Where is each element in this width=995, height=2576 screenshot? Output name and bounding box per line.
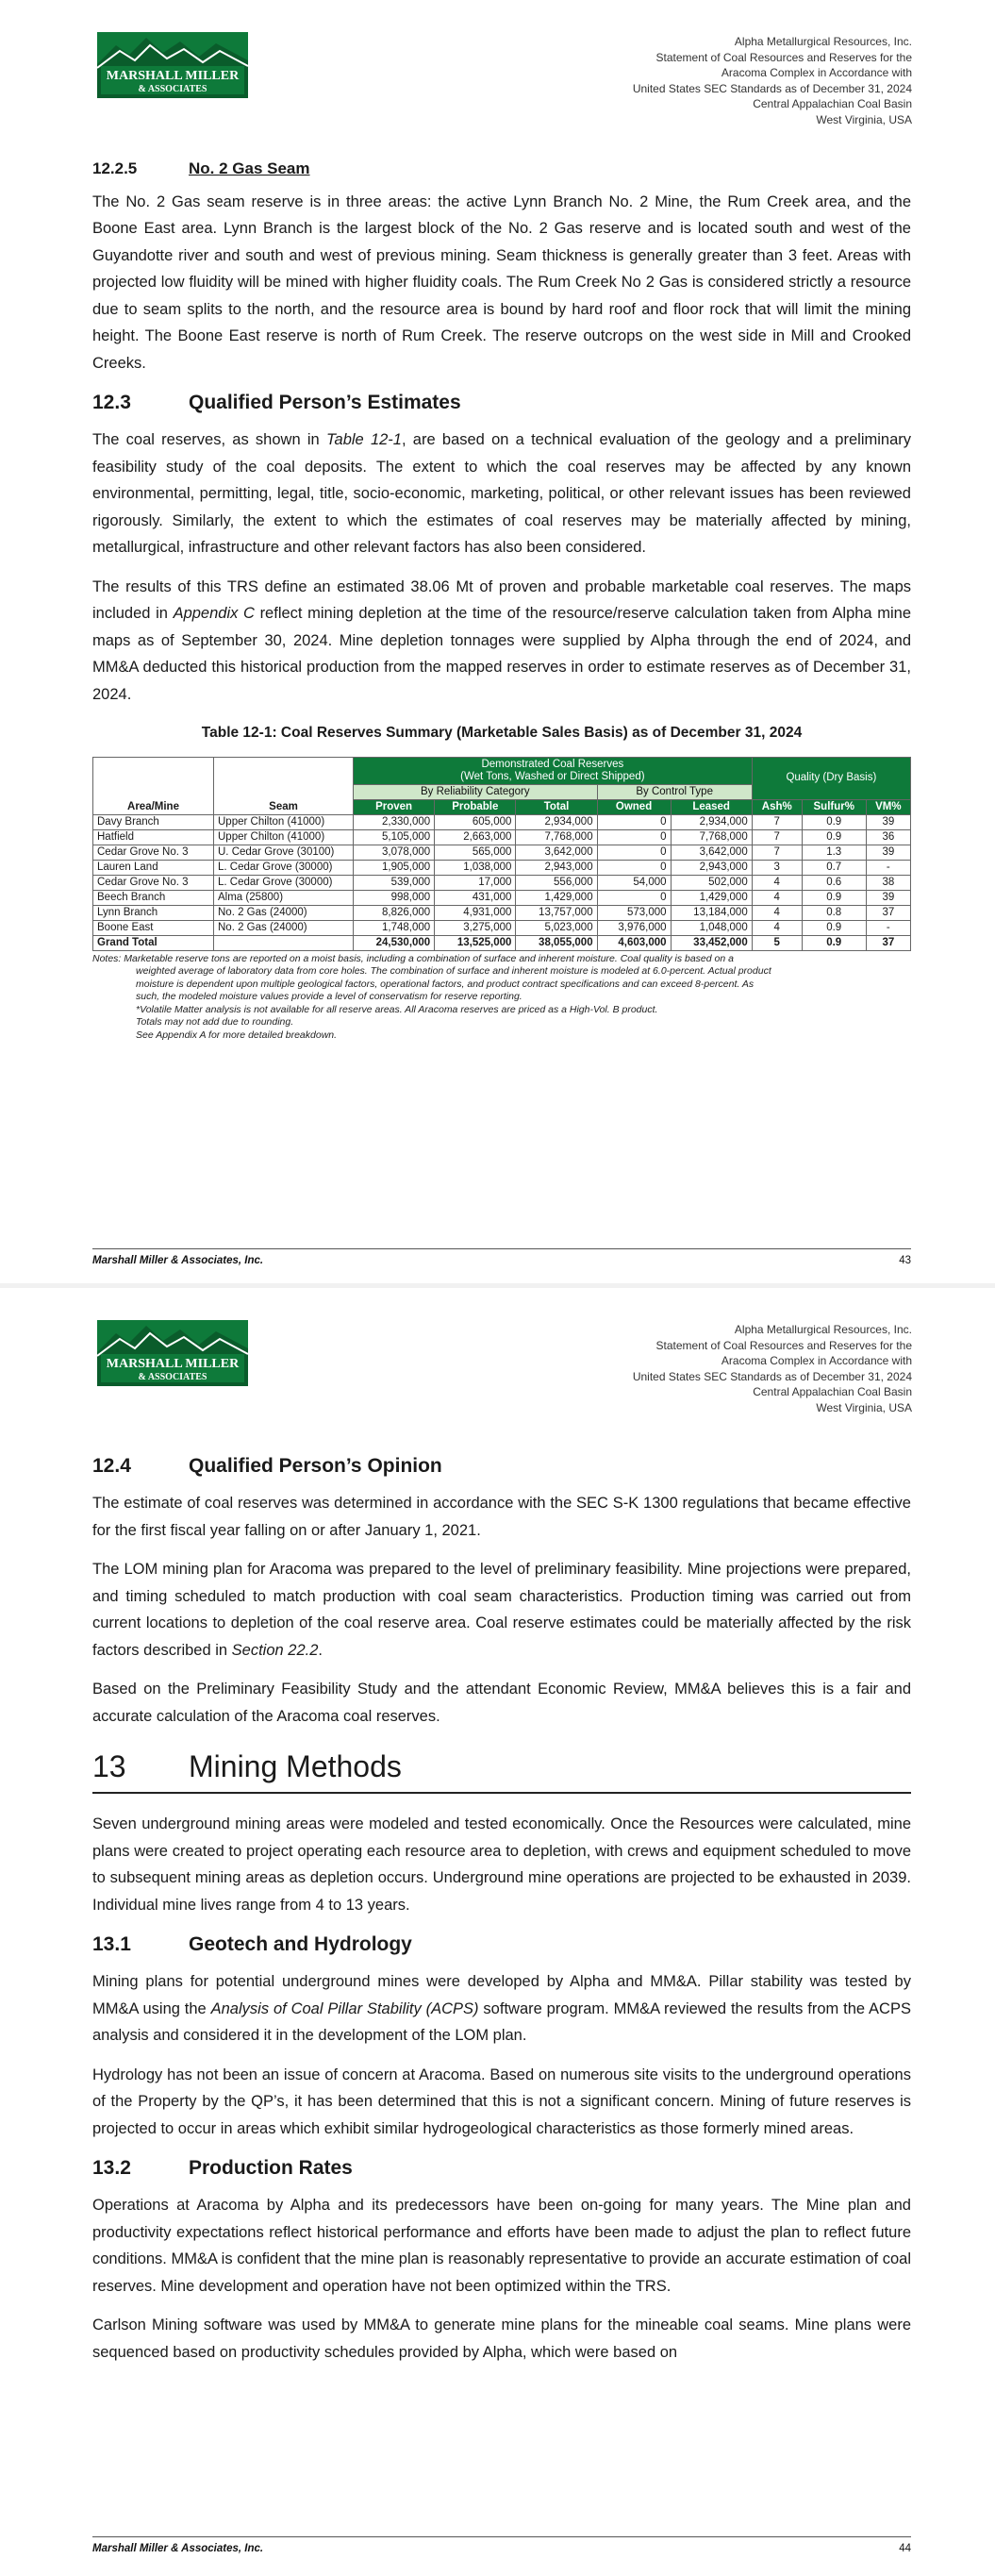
table-cell: 1,038,000 xyxy=(435,860,516,875)
table-cell: U. Cedar Grove (30100) xyxy=(214,845,354,860)
svg-text:& ASSOCIATES: & ASSOCIATES xyxy=(138,84,207,94)
table-cell: 0 xyxy=(597,860,671,875)
chapter-heading-13: 13 Mining Methods xyxy=(92,1747,911,1794)
table-row xyxy=(93,905,911,920)
table-cell: 3,078,000 xyxy=(354,845,435,860)
table-cell: Lauren Land xyxy=(93,860,214,875)
paragraph: Operations at Aracoma by Alpha and its predecessors have been on-going for many years. The Mine plan and productivity expectations reflect historical performance and efforts have been made to adjust the plan to reflect future conditions. MM&A is confident that the mine plan is reasonably representative to provide an accurate estimation of coal reserves. Mine development and operation have not been optimized within the TRS. xyxy=(92,2197,911,2295)
document-header: Alpha Metallurgical Resources, Inc. Statement of Coal Resources and Reserves for the Aracoma Complex in Accordance with United States SEC Standards as of December 31, 2024 Central Appalachian Coal Basin West Virginia, USA xyxy=(632,1323,912,1414)
table-cell: No. 2 Gas (24000) xyxy=(214,905,354,920)
section-heading-12-2-5: 12.2.5 No. 2 Gas Seam xyxy=(92,159,310,177)
page-43-body xyxy=(92,156,911,1042)
table-cell: 0.9 xyxy=(802,814,866,829)
table-cell: Beech Branch xyxy=(93,890,214,905)
table-cell: 2,943,000 xyxy=(671,860,752,875)
table-total-row: Grand Total 24,530,000 13,525,000 38,055,000 4,603,000 33,452,000 5 0.9 37 xyxy=(93,935,911,950)
table-cell: 5,023,000 xyxy=(516,920,597,935)
table-cell: 3,642,000 xyxy=(516,845,597,860)
table-cell: 0.9 xyxy=(802,829,866,845)
table-cell: 4,931,000 xyxy=(435,905,516,920)
paragraph: Mining plans for potential underground mines were developed by Alpha and MM&A. Pillar stability was tested by MM&A using the Analysis of Coal Pillar Stability (ACPS) software program. MM&A reviewed the results from the ACPS analysis and considered it in the development of the LOM plan. xyxy=(92,1973,911,2044)
page-number: 44 xyxy=(899,2543,911,2554)
table-cell: 38 xyxy=(866,875,910,890)
table-cell: 2,934,000 xyxy=(671,814,752,829)
table-cell: 13,184,000 xyxy=(671,905,752,920)
table-cell: L. Cedar Grove (30000) xyxy=(214,860,354,875)
table-cell: 3,976,000 xyxy=(597,920,671,935)
table-row xyxy=(93,814,911,829)
table-cell: 556,000 xyxy=(516,875,597,890)
table-cell: 3,275,000 xyxy=(435,920,516,935)
table-cell: 1,905,000 xyxy=(354,860,435,875)
table-cell: 2,330,000 xyxy=(354,814,435,829)
table-cell: 605,000 xyxy=(435,814,516,829)
table-cell: 4 xyxy=(752,890,802,905)
table-cell: 13,757,000 xyxy=(516,905,597,920)
table-cell: Cedar Grove No. 3 xyxy=(93,845,214,860)
page-footer: Marshall Miller & Associates, Inc. 44 xyxy=(92,2536,911,2554)
table-cell: 1,429,000 xyxy=(671,890,752,905)
table-cell: 7,768,000 xyxy=(671,829,752,845)
section-heading-12-3: 12.3 Qualified Person’s Estimates xyxy=(92,392,461,413)
table-cell: Upper Chilton (41000) xyxy=(214,814,354,829)
table-cell: 54,000 xyxy=(597,875,671,890)
table-cell: - xyxy=(866,860,910,875)
table-cell: 36 xyxy=(866,829,910,845)
table-row xyxy=(93,829,911,845)
table-cell: 0 xyxy=(597,814,671,829)
table-cell: 4 xyxy=(752,875,802,890)
document-header: Alpha Metallurgical Resources, Inc. Statement of Coal Resources and Reserves for the Aracoma Complex in Accordance with United States SEC Standards as of December 31, 2024 Central Appalachian Coal Basin West Virginia, USA xyxy=(632,35,912,126)
table-cell: 0 xyxy=(597,890,671,905)
table-cell: 5,105,000 xyxy=(354,829,435,845)
table-cell: 39 xyxy=(866,890,910,905)
table-cell: 539,000 xyxy=(354,875,435,890)
table-cell: 2,663,000 xyxy=(435,829,516,845)
page-44 xyxy=(0,1288,995,2576)
table-cell: 7 xyxy=(752,814,802,829)
table-cell: 2,943,000 xyxy=(516,860,597,875)
table-caption: Table 12-1: Coal Reserves Summary (Marketable Sales Basis) as of December 31, 2024 xyxy=(201,725,803,741)
marshall-miller-logo xyxy=(97,1320,248,1386)
paragraph: Based on the Preliminary Feasibility Study and the attendant Economic Review, MM&A believes this is a fair and accurate calculation of the Aracoma coal reserves. xyxy=(92,1681,911,1725)
paragraph: Carlson Mining software was used by MM&A to generate mine plans for the mineable coal seams. Mine plans were sequenced based on productivity schedules provided by Alpha, which were based on xyxy=(92,2317,911,2361)
table-cell: Upper Chilton (41000) xyxy=(214,829,354,845)
page-footer: Marshall Miller & Associates, Inc. 43 xyxy=(92,1248,911,1266)
table-row xyxy=(93,845,911,860)
table-cell: 17,000 xyxy=(435,875,516,890)
table-cell: 502,000 xyxy=(671,875,752,890)
page-number: 43 xyxy=(899,1255,911,1266)
table-cell: 7 xyxy=(752,829,802,845)
paragraph: Hydrology has not been an issue of concern at Aracoma. Based on numerous site visits to the underground operations of the Property by the QP’s, it has been determined that this is not a significant concern. Mining of future reserves is projected to occur in areas which exhibit similar hydrogeological characteristics as those formerly mined areas. xyxy=(92,2066,911,2137)
table-notes: Notes: Marketable reserve tons are reported on a moist basis, including a combination of surface and inherent moisture. Coal quality is based on a weighted average of laboratory data from core holes. The combination of surface and inherent moisture is modeled at 6.0-percent. Actual product moisture is dependent upon multiple geological factors, operational factors, and product contract specifications and can exceed 8-percent. As such, the modeled moisture values provide a level of conservatism for reserve reporting. *Volatile Matter analysis is not available for all reserve areas. All Aracoma reserves are priced as a High-Vol. B product. Totals may not add due to rounding. See Appendix A for more detailed breakdown. xyxy=(92,952,771,1041)
table-cell: 998,000 xyxy=(354,890,435,905)
table-row xyxy=(93,860,911,875)
table-cell: 7,768,000 xyxy=(516,829,597,845)
paragraph: The estimate of coal reserves was determined in accordance with the SEC S-K 1300 regulations that became effective for the first fiscal year falling on or after January 1, 2021. xyxy=(92,1495,911,1539)
table-cell: 0.9 xyxy=(802,920,866,935)
table-cell: Lynn Branch xyxy=(93,905,214,920)
paragraph: The results of this TRS define an estimated 38.06 Mt of proven and probable marketable coal reserves. The maps included in Appendix C reflect mining depletion at the time of the resource/reserve calculation taken from Alpha mine maps as of September 30, 2024. Mine depletion tonnages were supplied by Alpha through the end of 2024, and MM&A deducted this historical production from the mapped reserves in order to estimate reserves as of December 31, 2024. xyxy=(92,577,911,703)
section-heading-13-1: 13.1 Geotech and Hydrology xyxy=(92,1933,412,1955)
table-cell: 39 xyxy=(866,814,910,829)
table-cell: 1,429,000 xyxy=(516,890,597,905)
table-cell: Hatfield xyxy=(93,829,214,845)
page-44-body xyxy=(92,1447,911,2378)
table-cell: 0.7 xyxy=(802,860,866,875)
table-cell: Boone East xyxy=(93,920,214,935)
reserves-table: Area/Mine Seam Demonstrated Coal Reserves (Wet Tons, Washed or Direct Shipped) Quality (Dry Basis) By Reliability Category By Control Type Proven Probable Total Owned Leased Ash% Sulfur% VM% Davy Branch Upper Chilton (41000) 2,330,000 605,000 2,934,000 0 2,934,000 7 0.9 39 Hatfield Upper Chilton (41000) 5,105,000 2,663,000 7,768,000 0 7,768,000 7 0.9 36 Cedar Grove No. 3 U. Cedar Grove (30100) 3,078,000 565,000 3,642,000 0 3,642,000 7 1.3 39 Lauren Land L. Cedar Grove (30000) 1,905,000 1,038,000 2,943,000 0 2,943,000 3 0.7 - Cedar Grove No. 3 L. Cedar Grove (30000) 539,000 17,000 556,000 54,000 502,000 4 0.6 38 Beech Branch Alma (25800) 998,000 431,000 1,429,000 0 1,429,000 4 0.9 39 Lynn Branch No. 2 Gas (24000) 8,826,000 4,931,000 13,757,000 573,000 13,184,000 4 0.8 37 Boone East No. 2 Gas (24000) 1,748,000 3,275,000 5,023,000 3,976,000 1,048,000 4 0.9 - Grand Total 24,530,000 13,525,000 38,055,000 4,603,000 33,452,000 5 0.9 37 xyxy=(92,757,911,951)
table-cell: 0.9 xyxy=(802,890,866,905)
table-cell: 3,642,000 xyxy=(671,845,752,860)
table-cell: 1,048,000 xyxy=(671,920,752,935)
table-cell: 37 xyxy=(866,905,910,920)
table-cell: 0.6 xyxy=(802,875,866,890)
table-cell: 1,748,000 xyxy=(354,920,435,935)
svg-text:MARSHALL MILLER: MARSHALL MILLER xyxy=(106,1357,240,1371)
paragraph: The LOM mining plan for Aracoma was prepared to the level of preliminary feasibility. Mine projections were prepared, and timing scheduled to match production with coal seam characteristics. Production timing was carried out from current locations to depletion of the coal reserve area. Coal reserve estimates could be materially affected by the risk factors described in Section 22.2. xyxy=(92,1561,911,1659)
table-cell: Cedar Grove No. 3 xyxy=(93,875,214,890)
marshall-miller-logo xyxy=(97,32,248,98)
paragraph: The coal reserves, as shown in Table 12-1, are based on a technical evaluation of the geology and a preliminary feasibility study of the coal deposits. The extent to which the coal reserves may be affected by any known environmental, permitting, legal, title, socio-economic, marketing, political, or other relevant issues has been reviewed rigorously. Similarly, the extent to which the estimates of coal reserves may be materially affected by mining, metallurgical, infrastructure and other relevant factors has also been considered. xyxy=(92,431,911,556)
table-cell: 2,934,000 xyxy=(516,814,597,829)
table-cell: 1.3 xyxy=(802,845,866,860)
section-heading-12-4: 12.4 Qualified Person’s Opinion xyxy=(92,1455,442,1477)
table-cell: 0.8 xyxy=(802,905,866,920)
table-cell: 4 xyxy=(752,905,802,920)
paragraph: Seven underground mining areas were modeled and tested economically. Once the Resources were calculated, mine plans were created to project operating each resource area to depletion, with crews and equipment scheduled to move to subsequent mining areas as depletion occurs. Underground mine operations are projected to be exhausted in 2039. Individual mine lives range from 4 to 13 years. xyxy=(92,1815,911,1914)
table-cell: 39 xyxy=(866,845,910,860)
table-row xyxy=(93,920,911,935)
table-cell: 0 xyxy=(597,829,671,845)
table-cell: 0 xyxy=(597,845,671,860)
svg-text:& ASSOCIATES: & ASSOCIATES xyxy=(138,1372,207,1382)
table-cell: 4 xyxy=(752,920,802,935)
table-cell: 3 xyxy=(752,860,802,875)
table-cell: 7 xyxy=(752,845,802,860)
section-heading-13-2: 13.2 Production Rates xyxy=(92,2157,353,2179)
table-cell: 8,826,000 xyxy=(354,905,435,920)
table-cell: - xyxy=(866,920,910,935)
table-cell: 573,000 xyxy=(597,905,671,920)
table-cell: Davy Branch xyxy=(93,814,214,829)
paragraph: The No. 2 Gas seam reserve is in three areas: the active Lynn Branch No. 2 Mine, the Rum Creek area, and the Boone East area. Lynn Branch is the largest block of the No. 2 Gas reserve and is located south and west of the Guyandotte river and south and west of previous mining. Seam thickness is generally greater than 3 feet. Areas with projected low fluidity will be mined with higher fluidity coals. The Rum Creek No 2 Gas is considered strictly a resource due to seam splits to the north, and the resource area is bound by hard roof and floor rock that will limit the mining height. The Boone East reserve is north of Rum Creek. The reserve outcrops on the west side in Mill and Crooked Creeks. xyxy=(92,192,911,372)
table-cell: L. Cedar Grove (30000) xyxy=(214,875,354,890)
table-cell: 431,000 xyxy=(435,890,516,905)
table-row xyxy=(93,890,911,905)
svg-text:MARSHALL MILLER: MARSHALL MILLER xyxy=(106,69,240,83)
table-cell: No. 2 Gas (24000) xyxy=(214,920,354,935)
table-cell: Alma (25800) xyxy=(214,890,354,905)
table-row xyxy=(93,875,911,890)
table-cell: 565,000 xyxy=(435,845,516,860)
